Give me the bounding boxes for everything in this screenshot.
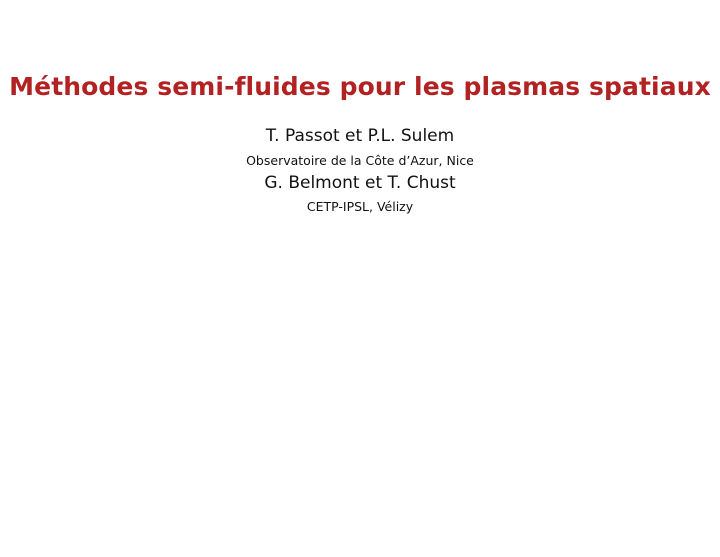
authors-group-2: G. Belmont et T. Chust <box>264 173 456 193</box>
authors-group-1: T. Passot et P.L. Sulem <box>265 126 455 146</box>
slide-title: Méthodes semi-fluides pour les plasmas spatiaux <box>9 72 711 101</box>
affiliation-1: Observatoire de la Côte d’Azur, Nice <box>246 153 474 168</box>
affiliation-2: CETP-IPSL, Vélizy <box>306 199 414 214</box>
